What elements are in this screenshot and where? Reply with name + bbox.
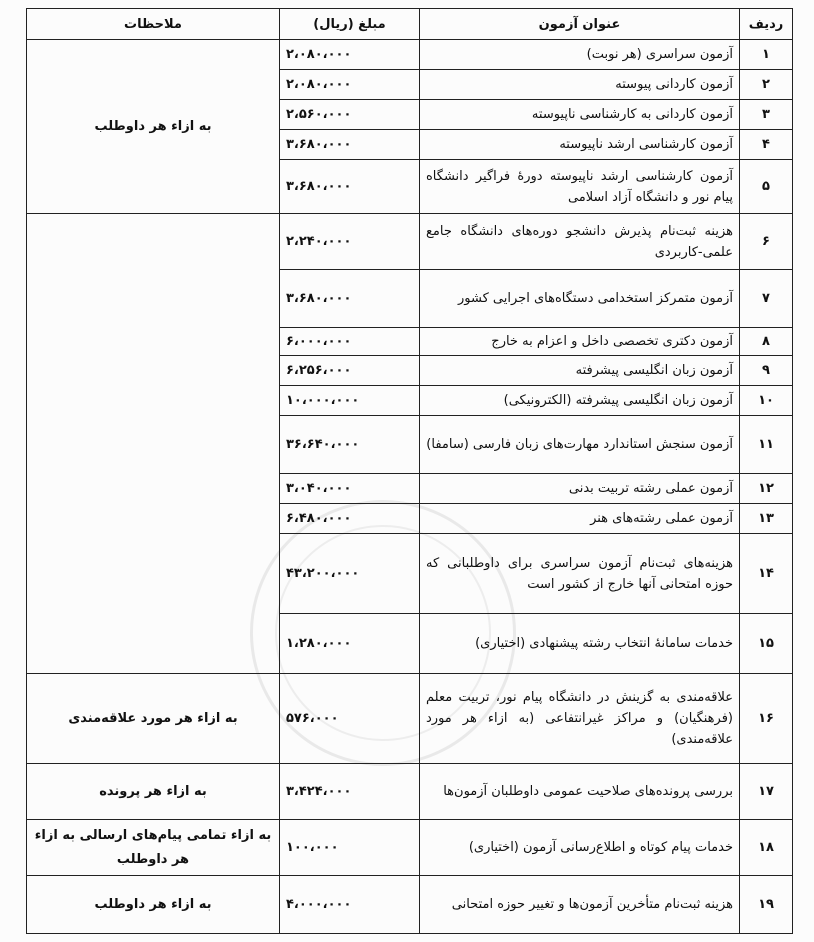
table-row: [27, 40, 793, 70]
exam-title: آزمون زبان انگلیسی پیشرفته: [420, 356, 740, 386]
table-row: [27, 820, 793, 876]
row-number: ۱: [740, 40, 793, 70]
notes-row-18: به ازاء تمامی پیام‌های ارسالی به ازاء هر داوطلب: [27, 820, 280, 876]
fee-amount: ۳،۶۸۰،۰۰۰: [280, 130, 420, 160]
fee-amount: ۳،۶۸۰،۰۰۰: [280, 160, 420, 214]
exam-title: آزمون دکتری تخصصی داخل و اعزام به خارج: [420, 328, 740, 356]
table-row: [27, 876, 793, 934]
row-number: ۱۷: [740, 764, 793, 820]
row-number: ۸: [740, 328, 793, 356]
exam-title: آزمون کاردانی به کارشناسی ناپیوسته: [420, 100, 740, 130]
row-number: ۱۰: [740, 386, 793, 416]
table-row: [27, 674, 793, 764]
fee-amount: ۶،۲۵۶،۰۰۰: [280, 356, 420, 386]
row-number: ۱۹: [740, 876, 793, 934]
exam-title: هزینه‌های ثبت‌نام آزمون سراسری برای داوطلبانی که حوزه امتحانی آنها خارج از کشور است: [420, 534, 740, 614]
exam-title: آزمون متمرکز استخدامی دستگاه‌های اجرایی کشور: [420, 270, 740, 328]
fee-amount: ۳،۴۲۴،۰۰۰: [280, 764, 420, 820]
row-number: ۷: [740, 270, 793, 328]
row-number: ۱۳: [740, 504, 793, 534]
table-row: [27, 764, 793, 820]
exam-title: هزینه ثبت‌نام پذیرش دانشجو دوره‌های دانشگاه جامع علمی-کاربردی: [420, 214, 740, 270]
fee-amount: ۳،۰۴۰،۰۰۰: [280, 474, 420, 504]
exam-title: بررسی پرونده‌های صلاحیت عمومی داوطلبان آزمون‌ها: [420, 764, 740, 820]
exam-title: آزمون سراسری (هر نوبت): [420, 40, 740, 70]
fee-amount: ۲،۵۶۰،۰۰۰: [280, 100, 420, 130]
notes-row-17: به ازاء هر پرونده: [27, 764, 280, 820]
row-number: ۹: [740, 356, 793, 386]
fee-amount: ۱،۲۸۰،۰۰۰: [280, 614, 420, 674]
exam-title: آزمون کارشناسی ارشد ناپیوسته دورهٔ فراگیر دانشگاه پیام نور و دانشگاه آزاد اسلامی: [420, 160, 740, 214]
row-number: ۴: [740, 130, 793, 160]
fee-amount: ۱۰۰،۰۰۰: [280, 820, 420, 876]
exam-title: آزمون کاردانی پیوسته: [420, 70, 740, 100]
row-number: ۱۲: [740, 474, 793, 504]
fee-amount: ۴،۰۰۰،۰۰۰: [280, 876, 420, 934]
exam-title: آزمون کارشناسی ارشد ناپیوسته: [420, 130, 740, 160]
exam-title: آزمون زبان انگلیسی پیشرفته (الکترونیکی): [420, 386, 740, 416]
notes-row-16: به ازاء هر مورد علاقه‌مندی: [27, 674, 280, 764]
fee-amount: ۳،۶۸۰،۰۰۰: [280, 270, 420, 328]
fee-amount: ۶،۴۸۰،۰۰۰: [280, 504, 420, 534]
row-number: ۱۶: [740, 674, 793, 764]
header-notes: ملاحظات: [27, 9, 280, 40]
fee-amount: ۲،۰۸۰،۰۰۰: [280, 40, 420, 70]
fee-amount: ۲،۲۴۰،۰۰۰: [280, 214, 420, 270]
header-title: عنوان آزمون: [420, 9, 740, 40]
header-amount: مبلغ (ریال): [280, 9, 420, 40]
notes-group-1-5: به ازاء هر داوطلب: [27, 40, 280, 214]
row-number: ۶: [740, 214, 793, 270]
fee-amount: ۵۷۶،۰۰۰: [280, 674, 420, 764]
row-number: ۱۵: [740, 614, 793, 674]
exam-title: خدمات پیام کوتاه و اطلاع‌رسانی آزمون (اختیاری): [420, 820, 740, 876]
exam-title: آزمون سنجش استاندارد مهارت‌های زبان فارسی (سامفا): [420, 416, 740, 474]
row-number: ۱۱: [740, 416, 793, 474]
notes-group-6-15: [27, 214, 280, 674]
row-number: ۵: [740, 160, 793, 214]
fee-amount: ۳۶،۶۴۰،۰۰۰: [280, 416, 420, 474]
notes-row-19: به ازاء هر داوطلب: [27, 876, 280, 934]
row-number: ۳: [740, 100, 793, 130]
table-header-row: [27, 9, 793, 40]
fee-amount: ۲،۰۸۰،۰۰۰: [280, 70, 420, 100]
fee-amount: ۴۳،۲۰۰،۰۰۰: [280, 534, 420, 614]
exam-title: آزمون عملی رشته‌های هنر: [420, 504, 740, 534]
header-radif: ردیف: [740, 9, 793, 40]
row-number: ۱۴: [740, 534, 793, 614]
table-row: [27, 214, 793, 270]
exam-title: خدمات سامانهٔ انتخاب رشته پیشنهادی (اختیاری): [420, 614, 740, 674]
fee-amount: ۶،۰۰۰،۰۰۰: [280, 328, 420, 356]
row-number: ۲: [740, 70, 793, 100]
row-number: ۱۸: [740, 820, 793, 876]
fee-amount: ۱۰،۰۰۰،۰۰۰: [280, 386, 420, 416]
exam-title: علاقه‌مندی به گزینش در دانشگاه پیام نور، تربیت معلم (فرهنگیان) و مراکز غیرانتفاعی (به ازاء هر مورد علاقه‌مندی): [420, 674, 740, 764]
exam-title: آزمون عملی رشته تربیت بدنی: [420, 474, 740, 504]
exam-fees-table: [26, 8, 793, 934]
exam-title: هزینه ثبت‌نام متأخرین آزمون‌ها و تغییر حوزه امتحانی: [420, 876, 740, 934]
